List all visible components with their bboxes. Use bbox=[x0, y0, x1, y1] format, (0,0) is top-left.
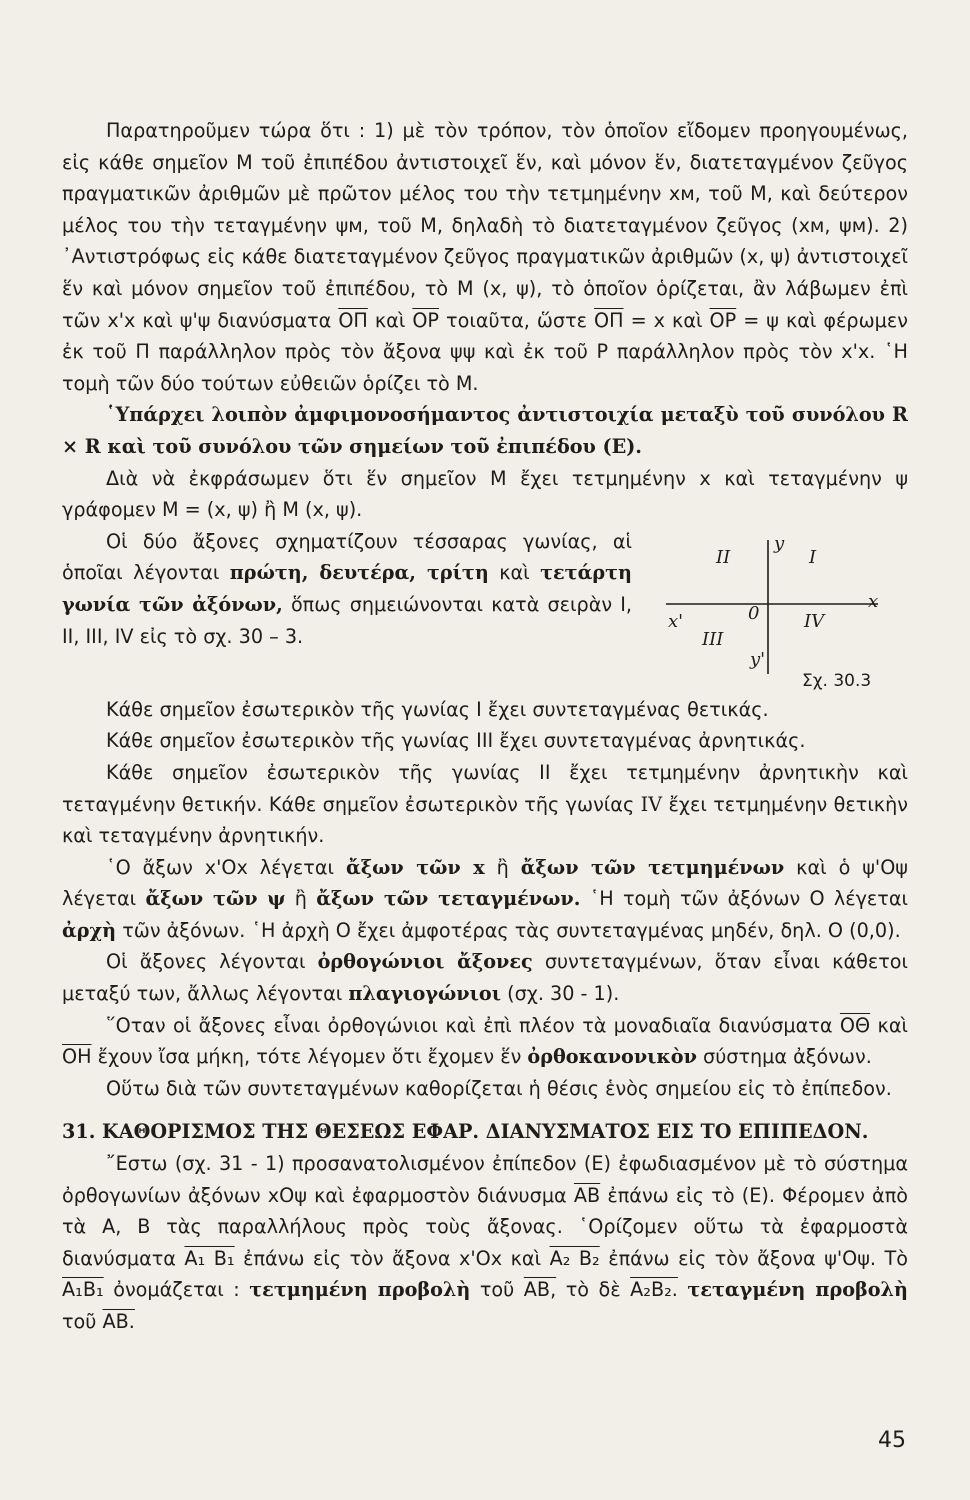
text-span: ἐπάνω εἰς τὸ (E). Φέρομεν ἀπὸ τὰ A, B τὰς παραλλήλους πρὸς τοὺς ἄξονας. ῾Ορίζομεν οὕτω τὰ ἐφαρμοστὰ διανύσματα bbox=[62, 1183, 908, 1270]
text-span: Κάθε σημεῖον ἐσωτερικὸν τῆς γωνίας II ἔχει τετμημένην ἀρνητικὴν καὶ τεταγμένην θετικήν. Κάθε σημεῖον ἐσωτερικὸν τῆς γωνίας bbox=[62, 760, 908, 816]
body-text bbox=[62, 115, 908, 1338]
bold-term: τετάρτη γωνία τῶν ἀξόνων, bbox=[62, 561, 632, 616]
text-span: τῶν ἀξόνων. ῾Η ἀρχὴ O ἔχει ἀμφοτέρας τὰς συντεταγμένας μηδέν, δηλ. O (0,0). bbox=[122, 918, 901, 942]
text-span: (σχ. 30 - 1). bbox=[507, 982, 620, 1006]
text-span: τὸ δὲ bbox=[565, 1278, 621, 1302]
vector-or: $\overline{OP}$ bbox=[412, 308, 440, 332]
label-origin: 0 bbox=[748, 602, 760, 624]
paragraph-projections bbox=[62, 1148, 908, 1338]
text-span: Οἱ δύο ἄξονες σχηματίζουν τέσσαρας γωνίας, αἱ ὁποῖαι λέγονται bbox=[62, 529, 632, 585]
text-span: τοιαῦτα, ὥστε bbox=[446, 308, 588, 332]
text-span: καὶ bbox=[877, 1013, 908, 1037]
bold-term: ὀρθογώνιοι ἄξονες bbox=[317, 950, 533, 974]
vector-op: $\overline{O\Pi}$ bbox=[338, 308, 368, 332]
bold-term: ἄξων τῶν τεταγμένων. bbox=[316, 887, 581, 911]
paragraph-conclusion: Οὕτω διὰ τῶν συντεταγμένων καθορίζεται ἡ θέσις ἑνὸς σημείου εἰς τὸ ἐπίπεδον. bbox=[106, 1076, 892, 1100]
text-span: ῾Η τομὴ τῶν ἀξόνων O λέγεται bbox=[589, 887, 908, 911]
vector-a2b2: A₂B₂. bbox=[630, 1278, 678, 1302]
bold-term: πρώτη, δευτέρα, τρίτη bbox=[229, 561, 489, 585]
vector-a2b2: A₂ B₂ bbox=[549, 1246, 600, 1270]
paragraph-quadrant-ii-iv bbox=[62, 757, 908, 852]
vector-oh: $\overline{OH}$ bbox=[62, 1045, 92, 1069]
text-span: ἐπάνω εἰς τὸν ἄξονα x'Ox καὶ bbox=[243, 1246, 542, 1270]
bold-term: πλαγιογώνιοι bbox=[348, 982, 501, 1006]
figure-30-3 bbox=[646, 534, 891, 694]
text-span: ῾Ο ἄξων x'Ox λέγεται bbox=[106, 855, 334, 879]
label-quadrant-iv: IV bbox=[804, 610, 825, 632]
text-span: σύστημα ἀξόνων. bbox=[703, 1045, 872, 1069]
text-span: Παρατηροῦμεν τώρα ὅτι : 1) μὲ τὸν τρόπον, τὸν ὁποῖον εἴδομεν προηγουμένως, εἰς κάθε σημεῖον M τοῦ ἐπιπέδου ἀντιστοιχεῖ ἕν, καὶ μόνον ἕν, διατεταγμένον ζεῦγος πραγματικῶν ἀριθμῶν μὲ πρῶτον μέλος του τὴν τετμημένην xᴍ, τοῦ M, καὶ δεύτερον μέλος του τὴν τεταγμένην ψᴍ, τοῦ M, δηλαδὴ τὸ διατεταγμένον ζεῦγος (xᴍ, ψᴍ). 2) ᾿Αντιστρόφως εἰς κάθε διατεταγμένον ζεῦγος πραγματικῶν ἀριθμῶν (x, ψ) ἀντιστοιχεῖ ἕν καὶ μόνον σημεῖον τοῦ ἐπιπέδου, τὸ M (x, ψ), τὸ ὁποῖον ὁρίζεται, ἂν λάβωμεν ἐπὶ τῶν x'x καὶ ψ'ψ διανύσματα bbox=[62, 119, 908, 332]
paragraph-orthogonal bbox=[62, 946, 908, 1009]
bold-term: ἄξων τῶν x bbox=[345, 855, 485, 879]
label-quadrant-iii: III bbox=[702, 628, 724, 650]
text-span: ἐπάνω εἰς τὸν ἄξονα ψ'Oψ. Τὸ bbox=[608, 1246, 908, 1270]
text-span: ἔχουν ἴσα μήκη, τότε λέγομεν ὅτι ἔχομεν ἕν bbox=[97, 1045, 522, 1069]
page-number: 45 bbox=[878, 1428, 906, 1453]
paragraph-notation: Διὰ νὰ ἐκφράσωμεν ὅτι ἕν σημεῖον M ἔχει τετμημένην x καὶ τεταγμένην ψ γράφομεν M = (x, ψ) ἢ M (x, ψ). bbox=[62, 466, 908, 522]
vector-or: $\overline{OP}$ bbox=[709, 308, 737, 332]
vector-ab: $\overline{AB}$ bbox=[573, 1183, 601, 1207]
label-quadrant-i: I bbox=[809, 546, 817, 568]
text-span: ἢ bbox=[294, 887, 307, 911]
bold-term: τεταγμένη προβολὴ bbox=[687, 1278, 908, 1302]
paragraph-axes-names bbox=[62, 852, 908, 947]
vector-a1b1: A₁B₁ bbox=[62, 1278, 104, 1302]
text-span: ῎Εστω (σχ. 31 - 1) προσανατολισμένον ἐπίπεδον (E) ἐφωδιασμένον μὲ τὸ σύστημα ὀρθογωνίων ἀξόνων xOψ καὶ ἐφαρμοστὸν διάνυσμα bbox=[62, 1152, 908, 1207]
text-span: καὶ bbox=[374, 308, 406, 332]
vector-ab: AB, bbox=[523, 1278, 557, 1302]
paragraph-coordinates bbox=[62, 115, 908, 399]
text-span: ῞Οταν οἱ ἄξονες εἶναι ὀρθογώνιοι καὶ ἐπὶ πλέον τὰ μοναδιαῖα διανύσματα bbox=[106, 1013, 833, 1037]
paragraph-quadrant-i: Κάθε σημεῖον ἐσωτερικὸν τῆς γωνίας I ἔχει συντεταγμένας θετικάς. bbox=[106, 697, 769, 721]
text-span: Οἱ ἄξονες λέγονται bbox=[106, 950, 306, 974]
text-span: = ψ καὶ φέρωμεν ἐκ τοῦ Π παράλληλον πρὸς τὸν ἄξονα ψψ καὶ ἐκ τοῦ Ρ παράλληλον πρὸς τὸν x'x. ῾Η τομὴ τῶν δύο τούτων εὐθειῶν ὁρίζει τὸ M. bbox=[62, 308, 908, 395]
label-y-prime: y' bbox=[750, 648, 766, 670]
text-span: ἔχει τετμημένην θετικὴν καὶ τεταγμένην ἀρνητικήν. bbox=[62, 792, 908, 848]
text-span: καὶ bbox=[499, 561, 530, 585]
label-x-prime: x' bbox=[668, 610, 684, 632]
text-span: ὅπως σημειώνονται κατὰ σειρὰν I, II, III, IV εἰς τὸ σχ. 30 – 3. bbox=[62, 592, 632, 648]
figure-caption: Σχ. 30.3 bbox=[802, 670, 872, 691]
paragraph-orthonormal bbox=[62, 1010, 908, 1073]
quadrants-section bbox=[62, 526, 908, 694]
vector-ab: AB. bbox=[102, 1310, 135, 1333]
paragraph-bijection: ῾Υπάρχει λοιπὸν ἀμφιμονοσήμαντος ἀντιστοιχία μεταξὺ τοῦ συνόλου R × R καὶ τοῦ συνόλου τῶν σημείων τοῦ ἐπιπέδου (E). bbox=[62, 403, 908, 458]
text-span: ὀνομάζεται : bbox=[113, 1278, 240, 1302]
vector-otheta: $\overline{O\Theta}$ bbox=[839, 1013, 871, 1037]
bold-term: ἄξων τῶν ψ bbox=[145, 887, 286, 911]
label-y: y bbox=[774, 532, 785, 554]
text-span: καὶ ὁ ψ'Oψ λέγεται bbox=[62, 855, 908, 911]
bold-term: ὀρθοκανονικὸν bbox=[527, 1045, 697, 1069]
bold-term: τετμημένη προβολὴ bbox=[249, 1278, 471, 1302]
text-span: τοῦ bbox=[479, 1278, 515, 1302]
text-span: ἢ bbox=[496, 855, 509, 879]
bold-term: ἀρχὴ bbox=[62, 918, 117, 942]
roman-iv: IV bbox=[640, 792, 663, 816]
vector-a1b1: A₁ B₁ bbox=[184, 1246, 235, 1270]
label-quadrant-ii: II bbox=[716, 546, 731, 568]
paragraph-quadrant-iii: Κάθε σημεῖον ἐσωτερικὸν τῆς γωνίας III ἔχει συντεταγμένας ἀρνητικάς. bbox=[106, 729, 806, 753]
text-span: συντεταγμένων, ὅταν εἶναι κάθετοι μεταξύ των, ἄλλως λέγονται bbox=[62, 950, 909, 1006]
paragraph-quadrants bbox=[62, 526, 632, 652]
vector-op: $\overline{O\Pi}$ bbox=[594, 308, 624, 332]
label-x: x bbox=[868, 590, 879, 612]
text-span: = x καὶ bbox=[630, 308, 703, 332]
bold-term: ἄξων τῶν τετμημένων bbox=[520, 855, 785, 879]
section-heading: 31. ΚΑΘΟΡΙΣΜΟΣ ΤΗΣ ΘΕΣΕΩΣ ΕΦΑΡ. ΔΙΑΝΥΣΜΑΤΟΣ ΕΙΣ ΤΟ ΕΠΙΠΕΔΟΝ. bbox=[62, 1120, 869, 1144]
text-span: τοῦ bbox=[62, 1310, 97, 1333]
